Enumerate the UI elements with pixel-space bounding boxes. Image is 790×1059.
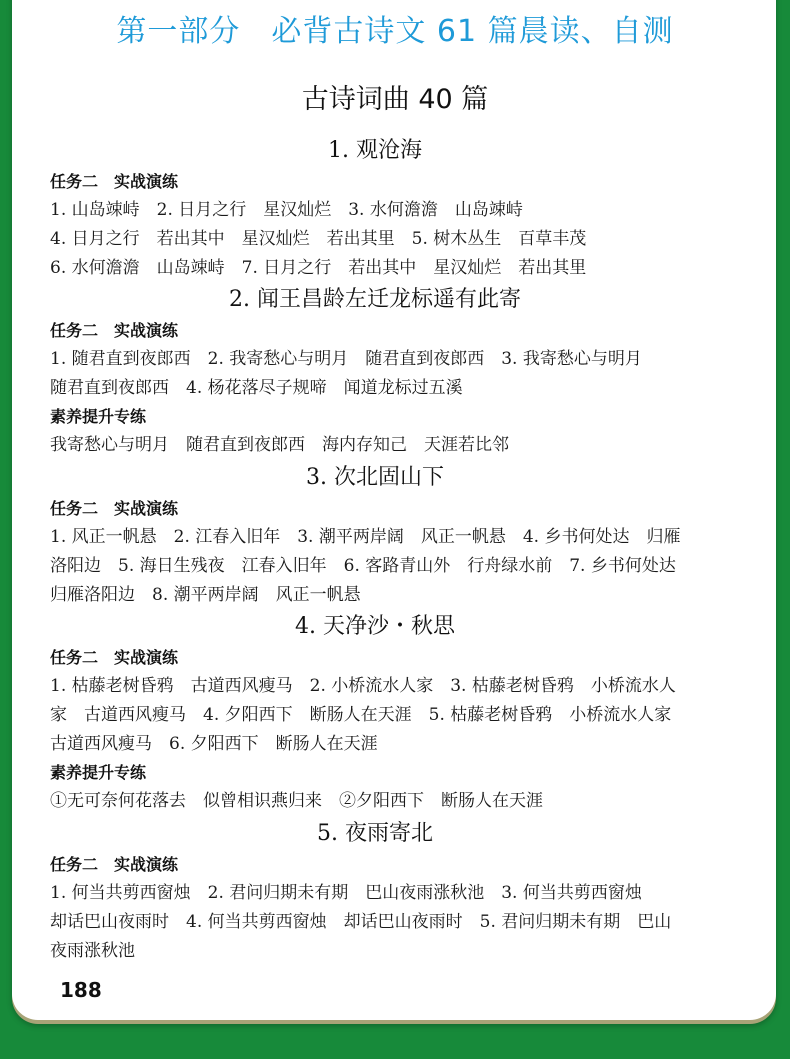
answer-line: 4. 日月之行 若出其中 星汉灿烂 若出其里 5. 树木丛生 百草丰茂 — [50, 229, 587, 249]
answer-line: 家 古道西风瘦马 4. 夕阳西下 断肠人在天涯 5. 枯藤老树昏鸦 小桥流水人家 — [50, 705, 672, 725]
section-label: 素养提升专练 — [50, 407, 147, 426]
answer-line: 1. 山岛竦峙 2. 日月之行 星汉灿烂 3. 水何澹澹 山岛竦峙 — [50, 200, 523, 220]
answer-line: 随君直到夜郎西 4. 杨花落尽子规啼 闻道龙标过五溪 — [50, 378, 463, 398]
section-label: 任务二 实战演练 — [50, 172, 179, 191]
section-label: 任务二 实战演练 — [50, 321, 179, 340]
answer-line: 夜雨涨秋池 — [50, 941, 135, 961]
answer-line: 古道西风瘦马 6. 夕阳西下 断肠人在天涯 — [50, 734, 378, 754]
section-label: 任务二 实战演练 — [50, 648, 179, 667]
collection-title: 古诗词曲 40 篇 — [301, 84, 489, 115]
poem-title: 2. 闻王昌龄左迁龙标遥有此寄 — [229, 287, 521, 312]
poem-section — [50, 817, 760, 966]
poem-section — [50, 283, 760, 460]
section-label: 任务二 实战演练 — [50, 499, 179, 518]
poem-title: 5. 夜雨寄北 — [317, 821, 433, 846]
poem-title: 3. 次北固山下 — [306, 465, 444, 490]
section-label: 任务二 实战演练 — [50, 855, 179, 874]
poem-title: 1. 观沧海 — [328, 138, 422, 163]
page-number: 188 — [60, 978, 102, 1002]
poem-section — [50, 610, 760, 816]
part-title: 第一部分 必背古诗文 61 篇晨读、自测 — [116, 14, 674, 49]
poem-title: 4. 天净沙・秋思 — [295, 614, 455, 639]
answer-line: 1. 何当共剪西窗烛 2. 君问归期未有期 巴山夜雨涨秋池 3. 何当共剪西窗烛 — [50, 883, 642, 903]
answer-line: 洛阳边 5. 海日生残夜 江春入旧年 6. 客路青山外 行舟绿水前 7. 乡书何处达 — [50, 556, 676, 576]
answer-line: 6. 水何澹澹 山岛竦峙 7. 日月之行 若出其中 星汉灿烂 若出其里 — [50, 258, 587, 278]
answer-line: 1. 随君直到夜郎西 2. 我寄愁心与明月 随君直到夜郎西 3. 我寄愁心与明月 — [50, 349, 642, 369]
answer-line: 却话巴山夜雨时 4. 何当共剪西窗烛 却话巴山夜雨时 5. 君问归期未有期 巴山 — [50, 912, 672, 932]
answer-line: 我寄愁心与明月 随君直到夜郎西 海内存知己 天涯若比邻 — [50, 435, 509, 455]
section-label: 素养提升专练 — [50, 763, 147, 782]
answer-line: ①无可奈何花落去 似曾相识燕归来 ②夕阳西下 断肠人在天涯 — [50, 791, 543, 811]
answer-line: 归雁洛阳边 8. 潮平两岸阔 风正一帆悬 — [50, 585, 361, 605]
answer-line: 1. 风正一帆悬 2. 江春入旧年 3. 潮平两岸阔 风正一帆悬 4. 乡书何处达 归雁 — [50, 527, 681, 547]
poem-section — [50, 461, 760, 610]
answer-line: 1. 枯藤老树昏鸦 古道西风瘦马 2. 小桥流水人家 3. 枯藤老树昏鸦 小桥流水人 — [50, 676, 676, 696]
poem-section — [50, 134, 760, 283]
